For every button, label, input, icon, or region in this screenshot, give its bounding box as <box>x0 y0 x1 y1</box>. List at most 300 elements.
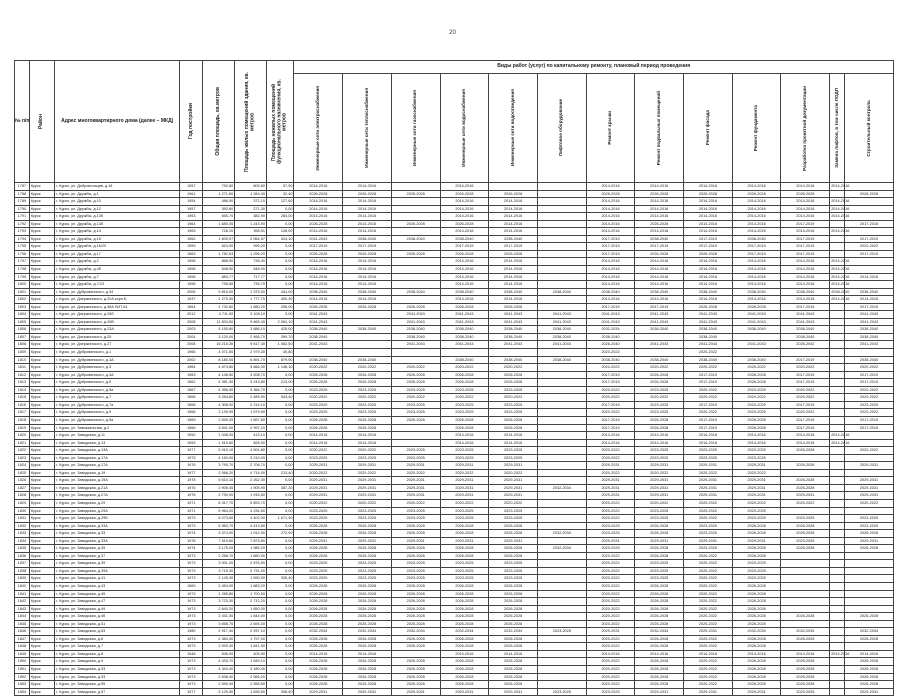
address-cell: г. Курск, ул. Дружбы, д.7/23 <box>55 281 180 289</box>
work-period-cell: 2014-2016 <box>489 296 538 304</box>
work-period-cell: 2020-2022 <box>732 469 781 477</box>
work-period-cell: 2014-2016 <box>294 281 343 289</box>
district-cell: Курск <box>29 409 54 417</box>
living-area-cell: 1 243,90 <box>235 220 267 228</box>
work-period-cell: 2026-2028 <box>294 590 343 598</box>
work-period-cell: 2014-2016 <box>732 220 781 228</box>
row-number: 1830 <box>15 507 30 515</box>
table-row <box>15 552 894 560</box>
address-cell: г. Курск, ул. Дубровинского, д.34 <box>55 288 180 296</box>
work-period-cell: 2038-2040 <box>294 356 343 364</box>
nonliving-area-cell: 40,80 <box>266 349 294 357</box>
work-period-cell: 2014-2016 <box>294 258 343 266</box>
work-period-cell: 2026-2028 <box>489 582 538 590</box>
work-period-cell <box>537 386 586 394</box>
district-cell: Курск <box>29 379 54 387</box>
row-number: 1817 <box>15 409 30 417</box>
work-period-cell: 2026-2028 <box>781 530 830 538</box>
work-period-cell: 2020-2022 <box>391 499 440 507</box>
work-period-cell: 2026-2028 <box>489 190 538 198</box>
work-period-cell: 2017-2019 <box>845 250 894 258</box>
work-period-cell <box>830 658 845 666</box>
work-period-cell: 2029-2031 <box>684 628 733 636</box>
nonliving-area-cell: 0,00 <box>266 567 294 575</box>
work-period-cell: 2014-2016 <box>343 220 392 228</box>
work-period-cell: 2023-2025 <box>343 454 392 462</box>
living-area-cell: 4 413,80 <box>235 522 267 530</box>
row-number: 1831 <box>15 515 30 523</box>
work-period-cell: 2026-2028 <box>343 582 392 590</box>
work-period-cell <box>781 582 830 590</box>
total-area-cell: 2 790,00 <box>203 492 235 500</box>
work-period-cell: 2014-2016 <box>440 183 489 191</box>
header-work-type: Замена лифтов, в том числе ЛОДП <box>830 74 845 183</box>
work-period-cell: 2017-2019 <box>781 235 830 243</box>
work-period-cell: 2023-2025 <box>440 447 489 455</box>
work-period-cell: 2014-2016 <box>586 183 635 191</box>
table-row <box>15 183 894 191</box>
work-period-cell: 2023-2025 <box>635 567 684 575</box>
table-row <box>15 507 894 515</box>
work-period-cell: 2023-2025 <box>732 507 781 515</box>
work-period-cell: 2020-2022 <box>586 552 635 560</box>
year-cell: 1952 <box>180 432 203 440</box>
district-cell: Курск <box>29 303 54 311</box>
table-row <box>15 416 894 424</box>
living-area-cell: 3 210,00 <box>235 454 267 462</box>
work-period-cell: 2038-2040 <box>845 326 894 334</box>
work-period-cell <box>830 409 845 417</box>
work-period-cell: 2026-2028 <box>294 530 343 538</box>
header-address: Адрес многоквартирного дома (далее – МКД) <box>55 61 180 183</box>
work-period-cell: 2020-2022 <box>343 364 392 372</box>
work-period-cell: 2020-2022 <box>845 364 894 372</box>
work-period-cell: 2014-2016 <box>343 228 392 236</box>
work-period-cell: 2029-2031 <box>684 477 733 485</box>
work-period-cell: 2020-2022 <box>586 349 635 357</box>
work-period-cell: 2026-2028 <box>391 220 440 228</box>
living-area-cell: 1 985,20 <box>235 545 267 553</box>
address-cell: г. Курск, ул. Заводская, д.35 <box>55 545 180 553</box>
header-total-area: Общая площадь, кв.метров <box>203 61 235 183</box>
work-period-cell: 2023-2025 <box>489 447 538 455</box>
table-row <box>15 220 894 228</box>
work-period-cell: 2023-2025 <box>343 401 392 409</box>
work-period-cell <box>830 235 845 243</box>
table-row <box>15 439 894 447</box>
work-period-cell: 2014-2016 <box>830 281 845 289</box>
address-cell: г. Курск, ул. Заводская, д.7 <box>55 643 180 651</box>
work-period-cell: 2014-2016 <box>586 205 635 213</box>
work-period-cell: 2026-2028 <box>781 447 830 455</box>
work-period-cell: 2029-2031 <box>440 688 489 696</box>
work-period-cell <box>845 590 894 598</box>
living-area-cell: 609,80 <box>235 183 267 191</box>
work-period-cell: 2014-2016 <box>489 198 538 206</box>
district-cell: Курск <box>29 658 54 666</box>
year-cell: 1978 <box>180 477 203 485</box>
work-period-cell: 2038-2040 <box>440 326 489 334</box>
year-cell: 1962 <box>180 379 203 387</box>
work-period-cell: 2026-2028 <box>781 462 830 470</box>
nonliving-area-cell: 0,00 <box>266 681 294 689</box>
work-period-cell: 2017-2019 <box>684 235 733 243</box>
work-period-cell <box>845 432 894 440</box>
work-period-cell <box>830 416 845 424</box>
address-cell: г. Курск, ул. Заводская, д.19А <box>55 477 180 485</box>
work-period-cell: 2023-2025 <box>391 409 440 417</box>
living-area-cell: 1 700,50 <box>235 590 267 598</box>
work-period-cell: 2023-2025 <box>781 515 830 523</box>
nonliving-area-cell: 0,00 <box>266 666 294 674</box>
work-period-cell: 2020-2022 <box>586 681 635 689</box>
table-row <box>15 364 894 372</box>
nonliving-area-cell: 0,00 <box>266 598 294 606</box>
table-row <box>15 598 894 606</box>
address-cell: г. Курск, ул. Заводская, д.37 <box>55 552 180 560</box>
work-period-cell: 2020-2022 <box>684 635 733 643</box>
work-period-cell: 2014-2016 <box>586 281 635 289</box>
work-period-cell: 2032-2034 <box>586 326 635 334</box>
year-cell: 1973 <box>180 658 203 666</box>
work-period-cell: 2023-2025 <box>294 560 343 568</box>
total-area-cell: 3 723,30 <box>203 598 235 606</box>
work-period-cell: 2023-2025 <box>294 386 343 394</box>
work-period-cell: 2014-2016 <box>684 266 733 274</box>
total-area-cell: 624,90 <box>203 243 235 251</box>
work-period-cell: 2023-2025 <box>732 401 781 409</box>
work-period-cell <box>635 349 684 357</box>
table-row <box>15 228 894 236</box>
row-number: 1826 <box>15 477 30 485</box>
work-period-cell <box>830 628 845 636</box>
work-period-cell <box>781 349 830 357</box>
work-period-cell <box>537 643 586 651</box>
header-work-type: Разработка проектной документации <box>781 74 830 183</box>
work-period-cell: 2023-2025 <box>391 567 440 575</box>
work-period-cell: 2029-2031 <box>440 477 489 485</box>
district-cell: Курск <box>29 681 54 689</box>
work-period-cell: 2041-2043 <box>684 318 733 326</box>
work-period-cell: 2029-2031 <box>343 477 392 485</box>
work-period-cell: 2020-2022 <box>781 409 830 417</box>
living-area-cell: 2 262,30 <box>235 477 267 485</box>
work-period-cell: 2020-2022 <box>489 364 538 372</box>
work-period-cell: 2023-2025 <box>635 409 684 417</box>
work-period-cell: 2026-2028 <box>489 590 538 598</box>
work-period-cell: 2026-2028 <box>440 379 489 387</box>
work-period-cell: 2023-2025 <box>732 454 781 462</box>
year-cell: 1973 <box>180 590 203 598</box>
work-period-cell <box>537 205 586 213</box>
work-period-cell <box>830 545 845 553</box>
work-period-cell: 2014-2016 <box>294 432 343 440</box>
work-period-cell: 2014-2016 <box>440 439 489 447</box>
work-period-cell: 2020-2022 <box>294 447 343 455</box>
work-period-cell: 2020-2022 <box>684 499 733 507</box>
work-period-cell: 2029-2031 <box>343 492 392 500</box>
work-period-cell: 2014-2016 <box>635 205 684 213</box>
work-period-cell: 2026-2028 <box>732 658 781 666</box>
table-row <box>15 454 894 462</box>
work-period-cell <box>391 273 440 281</box>
work-period-cell: 2026-2028 <box>489 613 538 621</box>
work-period-cell: 2014-2016 <box>489 213 538 221</box>
year-cell: 1963 <box>180 250 203 258</box>
table-row <box>15 235 894 243</box>
total-area-cell: 486,90 <box>203 198 235 206</box>
work-period-cell <box>830 681 845 689</box>
year-cell: 2012 <box>180 311 203 319</box>
work-period-cell <box>781 590 830 598</box>
work-period-cell <box>830 447 845 455</box>
living-area-cell: 1 905,90 <box>235 484 267 492</box>
work-period-cell: 2023-2025 <box>343 409 392 417</box>
row-number: 1828 <box>15 492 30 500</box>
work-period-cell <box>845 560 894 568</box>
work-period-cell: 2026-2028 <box>440 681 489 689</box>
work-period-cell: 2014-2016 <box>440 650 489 658</box>
table-row <box>15 409 894 417</box>
work-period-cell <box>391 650 440 658</box>
work-period-cell: 2014-2016 <box>440 281 489 289</box>
work-period-cell: 2026-2028 <box>489 681 538 689</box>
work-period-cell: 2023-2025 <box>391 507 440 515</box>
work-period-cell: 2026-2028 <box>635 658 684 666</box>
district-cell: Курск <box>29 318 54 326</box>
nonliving-area-cell: 0,00 <box>266 416 294 424</box>
year-cell: 2004 <box>180 333 203 341</box>
table-row <box>15 213 894 221</box>
work-period-cell: 2026-2028 <box>391 371 440 379</box>
work-period-cell: 2023-2025 <box>294 507 343 515</box>
table-row <box>15 349 894 357</box>
work-period-cell: 2023-2025 <box>440 401 489 409</box>
work-period-cell: 2014-2016 <box>684 183 733 191</box>
table-row <box>15 613 894 621</box>
work-period-cell: 2026-2028 <box>391 681 440 689</box>
work-period-cell: 2026-2028 <box>781 190 830 198</box>
work-period-cell: 2020-2022 <box>684 620 733 628</box>
living-area-cell: 1 284,40 <box>235 190 267 198</box>
work-period-cell: 2026-2028 <box>732 303 781 311</box>
year-cell: 1973 <box>180 522 203 530</box>
work-period-cell: 2026-2028 <box>294 605 343 613</box>
work-period-cell: 2014-2016 <box>830 266 845 274</box>
row-number: 1794 <box>15 235 30 243</box>
work-period-cell <box>830 673 845 681</box>
address-cell: г. Курск, ул. Дружбы, д.2 <box>55 258 180 266</box>
year-cell: 1963 <box>180 371 203 379</box>
work-period-cell: 2026-2028 <box>391 303 440 311</box>
total-area-cell: 1 285,80 <box>203 590 235 598</box>
district-cell: Курск <box>29 628 54 636</box>
work-period-cell: 2029-2031 <box>343 688 392 696</box>
work-period-cell: 2014-2016 <box>732 198 781 206</box>
address-cell: г. Курск, ул. Дзержинского, д.23А <box>55 326 180 334</box>
work-period-cell <box>845 620 894 628</box>
work-period-cell: 2026-2028 <box>635 371 684 379</box>
work-period-cell: 2026-2028 <box>635 666 684 674</box>
address-cell: г. Курск, ул. Дружбы, д.1 <box>55 190 180 198</box>
table-row <box>15 266 894 274</box>
work-period-cell: 2023-2025 <box>586 688 635 696</box>
work-period-cell: 2029-2031 <box>440 537 489 545</box>
work-period-cell: 2017-2019 <box>781 379 830 387</box>
work-period-cell <box>537 590 586 598</box>
work-period-cell: 2029-2031 <box>684 484 733 492</box>
work-period-cell: 2014-2016 <box>586 220 635 228</box>
work-period-cell: 2026-2028 <box>635 582 684 590</box>
work-period-cell: 2020-2022 <box>635 499 684 507</box>
work-period-cell: 2023-2025 <box>684 447 733 455</box>
row-number: 1809 <box>15 349 30 357</box>
work-period-cell: 2026-2028 <box>635 643 684 651</box>
work-period-cell: 2026-2028 <box>635 605 684 613</box>
year-cell: 1976 <box>180 492 203 500</box>
work-period-cell: 2014-2016 <box>830 273 845 281</box>
total-area-cell: 868,50 <box>203 258 235 266</box>
work-period-cell: 2026-2028 <box>294 658 343 666</box>
work-period-cell: 2038-2040 <box>732 326 781 334</box>
address-cell: г. Курск, ул. Дубровинского, д.7а <box>55 401 180 409</box>
work-period-cell: 2038-2040 <box>391 326 440 334</box>
row-number: 1854 <box>15 688 30 696</box>
total-area-cell: 7 519,60 <box>203 537 235 545</box>
work-period-cell <box>537 552 586 560</box>
living-area-cell: 4 714,00 <box>235 469 267 477</box>
nonliving-area-cell: 128,00 <box>266 228 294 236</box>
row-number: 1796 <box>15 250 30 258</box>
row-number: 1850 <box>15 658 30 666</box>
work-period-cell: 2041-2043 <box>537 318 586 326</box>
work-period-cell: 2020-2022 <box>684 394 733 402</box>
living-area-cell: 2 466,70 <box>235 333 267 341</box>
work-period-cell: 2026-2028 <box>845 658 894 666</box>
work-period-cell <box>537 409 586 417</box>
work-period-cell: 2014-2016 <box>294 296 343 304</box>
work-period-cell <box>537 198 586 206</box>
nonliving-area-cell: 0,00 <box>266 273 294 281</box>
year-cell: 1948 <box>180 650 203 658</box>
work-period-cell <box>537 575 586 583</box>
living-area-cell: 2 731,00 <box>235 567 267 575</box>
work-period-cell: 2014-2016 <box>732 439 781 447</box>
work-period-cell: 2020-2022 <box>684 582 733 590</box>
work-period-cell <box>537 681 586 689</box>
total-area-cell: 883,77 <box>203 273 235 281</box>
work-period-cell <box>537 258 586 266</box>
district-cell: Курск <box>29 296 54 304</box>
work-period-cell: 2014-2016 <box>489 273 538 281</box>
work-period-cell: 2014-2016 <box>586 198 635 206</box>
total-area-cell: 2 906,40 <box>203 484 235 492</box>
district-cell: Курск <box>29 567 54 575</box>
work-period-cell: 2026-2028 <box>635 416 684 424</box>
total-area-cell: 3 175,20 <box>203 545 235 553</box>
work-period-cell: 2026-2028 <box>440 605 489 613</box>
work-period-cell <box>830 364 845 372</box>
year-cell: 1959 <box>180 243 203 251</box>
work-period-cell <box>845 598 894 606</box>
header-district: Район <box>29 61 54 183</box>
work-period-cell: 2029-2031 <box>489 492 538 500</box>
table-row <box>15 567 894 575</box>
work-period-cell: 2026-2028 <box>391 635 440 643</box>
work-period-cell: 2026-2028 <box>391 673 440 681</box>
total-area-cell: 5 964,20 <box>203 507 235 515</box>
district-cell: Курск <box>29 507 54 515</box>
work-period-cell: 2041-2043 <box>845 341 894 349</box>
work-period-cell: 2029-2031 <box>391 477 440 485</box>
table-row <box>15 371 894 379</box>
work-period-cell: 2020-2022 <box>781 386 830 394</box>
work-period-cell: 2014-2016 <box>489 432 538 440</box>
table-row <box>15 394 894 402</box>
work-period-cell: 2029-2031 <box>294 477 343 485</box>
year-cell: 1957 <box>180 183 203 191</box>
nonliving-area-cell: 0,00 <box>266 205 294 213</box>
work-period-cell: 2020-2022 <box>294 499 343 507</box>
work-period-cell: 2014-2016 <box>586 258 635 266</box>
row-number: 1824 <box>15 462 30 470</box>
nonliving-area-cell: 213,40 <box>266 469 294 477</box>
work-period-cell: 2026-2028 <box>489 605 538 613</box>
total-area-cell: 3 374,00 <box>203 530 235 538</box>
address-cell: г. Курск, ул. Заводская, д.21А <box>55 484 180 492</box>
address-cell: г. Курск, ул. Дзержинского, д.26В <box>55 318 180 326</box>
work-period-cell <box>537 273 586 281</box>
year-cell: 1974 <box>180 530 203 538</box>
row-number: 1816 <box>15 401 30 409</box>
work-period-cell: 2026-2028 <box>489 552 538 560</box>
district-cell: Курск <box>29 688 54 696</box>
nonliving-area-cell: 441,00 <box>266 288 294 296</box>
living-area-cell: 6 891,70 <box>235 356 267 364</box>
work-period-cell: 2026-2028 <box>343 424 392 432</box>
work-period-cell <box>830 386 845 394</box>
district-cell: Курск <box>29 469 54 477</box>
district-cell: Курск <box>29 432 54 440</box>
total-area-cell: 4 356,50 <box>203 386 235 394</box>
work-period-cell: 2041-2043 <box>294 318 343 326</box>
row-number: 1841 <box>15 590 30 598</box>
work-period-cell: 2014-2016 <box>830 432 845 440</box>
work-period-cell: 2020-2022 <box>684 364 733 372</box>
work-period-cell: 2023-2025 <box>440 386 489 394</box>
row-number: 1821 <box>15 439 30 447</box>
work-period-cell <box>537 243 586 251</box>
work-period-cell: 2032-2034 <box>732 628 781 636</box>
work-period-cell <box>781 567 830 575</box>
address-cell: г. Курск, ул. Заводская, д.53 <box>55 666 180 674</box>
year-cell: 1980 <box>180 628 203 636</box>
work-period-cell: 2014-2016 <box>294 198 343 206</box>
total-area-cell: 11 834,50 <box>203 318 235 326</box>
row-number: 1798 <box>15 266 30 274</box>
total-area-cell: 548,90 <box>203 266 235 274</box>
work-period-cell: 2017-2019 <box>845 379 894 387</box>
work-period-cell: 2017-2019 <box>586 303 635 311</box>
district-cell: Курск <box>29 575 54 583</box>
work-period-cell <box>830 311 845 319</box>
address-cell: г. Курск, ул. Заводская, д.29 <box>55 499 180 507</box>
work-period-cell: 2038-2040 <box>684 288 733 296</box>
work-period-cell: 2038-2040 <box>489 356 538 364</box>
work-period-cell: 2014-2016 <box>830 650 845 658</box>
year-cell: 1964 <box>180 364 203 372</box>
nonliving-area-cell: 0,00 <box>266 220 294 228</box>
